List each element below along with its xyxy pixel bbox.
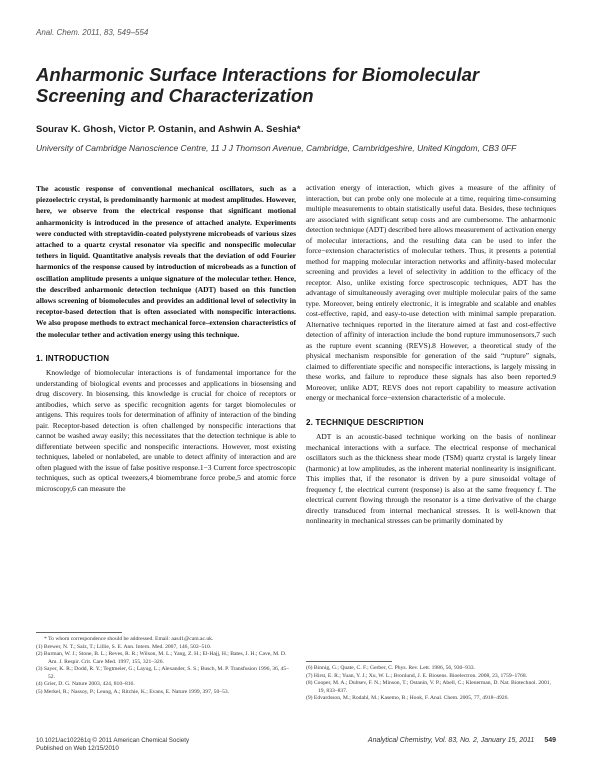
reference-item: (6) Binnig, G.; Quate, C. F.; Gerber, C. Phys. Rev. Lett. 1986, 56, 930–933. [306,665,475,671]
paper-title: Anharmonic Surface Interactions for Biomolecular Screening and Characterization [36,64,480,106]
introduction-paragraph: Knowledge of biomolecular interactions is of fundamental importance for the understanding of biological events and processes and applications in biosensing and drug discovery. In biosensing, this knowledge is crucial for choice of receptors or antibodies, which serve as specific recognition agents for target biomolecules or antigens. This requires tools for determination of affinity of interaction of the binding pair. Receptor-based detection is often challenged by nonspecific interactions that cannot be washed away easily; this necessitates that the detection technique is able to differentiate between specific and nonspecific interactions. However, most existing techniques, labeled or nonlabeled, are unable to detect affinity of interaction and are often plagued with the issue of false positive response.1−3 Current force spectroscopic techniques, such as optical tweezers,4 biomembrane force probe,5 and atomic force microscopy,6 can measure the [36,368,296,493]
references-right [306,665,556,703]
reference-item: (8) Cooper, M. A.; Dultsev, F. N.; Minson, T.; Ostanin, V. P.; Abell, C.; Klenerman, D. Nat. Biotechnol. 2001, 19, 833–837. [306,680,551,694]
author-list: Sourav K. Ghosh, Victor P. Ostanin, and Ashwin A. Seshia* [36,124,301,135]
right-column [306,183,556,527]
section-heading-introduction: 1. INTRODUCTION [36,353,110,363]
journal-issue: Analytical Chemistry, Vol. 83, No. 2, January 15, 2011 [367,737,535,744]
footer-right [320,737,556,744]
footnote-divider-left [36,632,122,633]
doi-copyright: 10.1021/ac102261q © 2011 American Chemical Society [36,737,190,744]
section-heading-technique: 2. TECHNIQUE DESCRIPTION [306,417,424,427]
reference-item: (1) Brewer, N. T.; Salz, T.; Lillie, S. E. Ann. Intern. Med. 2007, 146, 502–510. [36,643,212,650]
abstract: The acoustic response of conventional mechanical oscillators, such as a piezoelectric crystal, is predominantly harmonic at modest amplitudes. However, here, we observe from the electrical response that significant motional anharmonicity is introduced in the presence of attached analyte. Experiments were conducted with streptavidin-coated polystyrene microbeads of various sizes attached to a quartz crystal resonator via specific and nonspecific molecular tethers in liquid. Quantitative analysis reveals that the deviation of odd Fourier harmonics of the response caused by introduction of microbeads as a function of oscillation amplitude presents a unique signature of the molecular tether. Hence, the described anharmonic detection technique (ADT) based on this function allows screening of biomolecules and provides an additional level of selectivity in receptor-based detection that is often associated with nonspecific interactions. We also propose methods to extract mechanical force–extension characteristics of the molecular tether and activation energy using this technique. [36,184,296,339]
page-number: 549 [544,737,556,744]
reference-item: (9) Edvardsson, M.; Rodahl, M.; Kasemo, B.; Hook, F. Anal. Chem. 2005, 77, 4918–4926. [306,695,509,701]
left-column [36,183,296,494]
technique-paragraph: ADT is an acoustic-based technique working on the basis of nonlinear mechanical interactions with a surface. The electrical response of mechanical oscillators such as the thickness shear mode (TSM) quartz crystal is largely linear (harmonic) at low amplitudes, as the inherent material nonlinearity is insignificant. This implies that, if the resonator is driven by a pure sinusoidal voltage of frequency f, the electrical current (response) is also at the same frequency f. The electrical current flowing through the resonator is a time derivative of the charge directly transduced from internal mechanical stresses. It is well-known that nonlinearity in mechanical stresses can be primarily dominated by [306,432,556,525]
right-column-paragraph: activation energy of interaction, which gives a measure of the affinity of interaction, but can probe only one molecule at a time, requiring time-consuming multiple measurements to obtain statistically useful data. Besides, these techniques are associated with significant setup costs and are cumbersome. The anharmonic detection technique (ADT) described here allows measurement of activation energy of molecular interactions, and the resulting data can be used to infer the force−extension characteristics of molecular tethers. Thus, it presents a potential method for mapping molecular interaction networks and affinity-based molecular screening and provides a level of selectivity in addition to the efficacy of the receptor. Also, unlike existing force spectroscopic techniques, ADT has the advantage of simultaneously averaging over multiple molecular pairs of the same type. Moreover, being entirely electronic, it is integrable and scalable and enables cost-effective, rapid, and easy-to-use detection with minimal sample preparation. Alternative techniques reported in the literature aimed at fast and cost-effective detection of affinity of interaction include the bond rupture immunosensors,7 such as the rupture event scanning (REVS).8 However, a theoretical study of the physical mechanism responsible for generation of the said “rupture” signals, claimed to differentiate specific and nonspecific interactions, is largely missing in these works, and failure to reproduce these signals has also been reported.9 Moreover, unlike ADT, REVS does not report capability to measure activation energy or mechanical force−extension characteristic of a molecule. [306,183,556,402]
reference-item: (3) Sayer, K. R.; Dodd, R. Y.; Tegtmeier, G.; Layug, L.; Alexander, S. S.; Busch, M. P. Transfusion 1996, 36, 45–52. [36,666,290,680]
correspondence-note: * To whom correspondence should be addressed. Email: aas41@cam.ac.uk. [44,636,214,642]
footnote-divider-right [306,661,392,662]
publication-date: Published on Web 12/15/2010 [36,745,119,752]
reference-item: (5) Merkel, R.; Nassoy, P.; Leung, A.; Ritchie, K.; Evans, E. Nature 1999, 397, 50–53. [36,688,230,695]
author-affiliation: University of Cambridge Nanoscience Centre, 11 J J Thomson Avenue, Cambridge, Cambridgeshire, United Kingdom, CB3 0FF [36,143,517,153]
references-left [36,636,296,696]
reference-item: (4) Grier, D. G. Nature 2003, 424, 810–816. [36,681,135,687]
reference-item: (2) Burman, W. J.; Stone, B. L.; Reves, R. R.; Wilson, M. L.; Yang, Z. H.; El-Hajj, H.; Bates, J. H.; Cave, M. D. Am. J. Respir. Crit. Care Med. 1997, 155, 321–326. [36,651,287,665]
footer-left [36,737,189,753]
reference-item: (7) Hirst, E. R.; Yuan, Y. J.; Xu, W. L.; Bronlund, J. E. Biosens. Bioelectron. 2008, 23, 1759–1768. [306,672,528,679]
journal-reference: Anal. Chem. 2011, 83, 549–554 [36,28,149,37]
